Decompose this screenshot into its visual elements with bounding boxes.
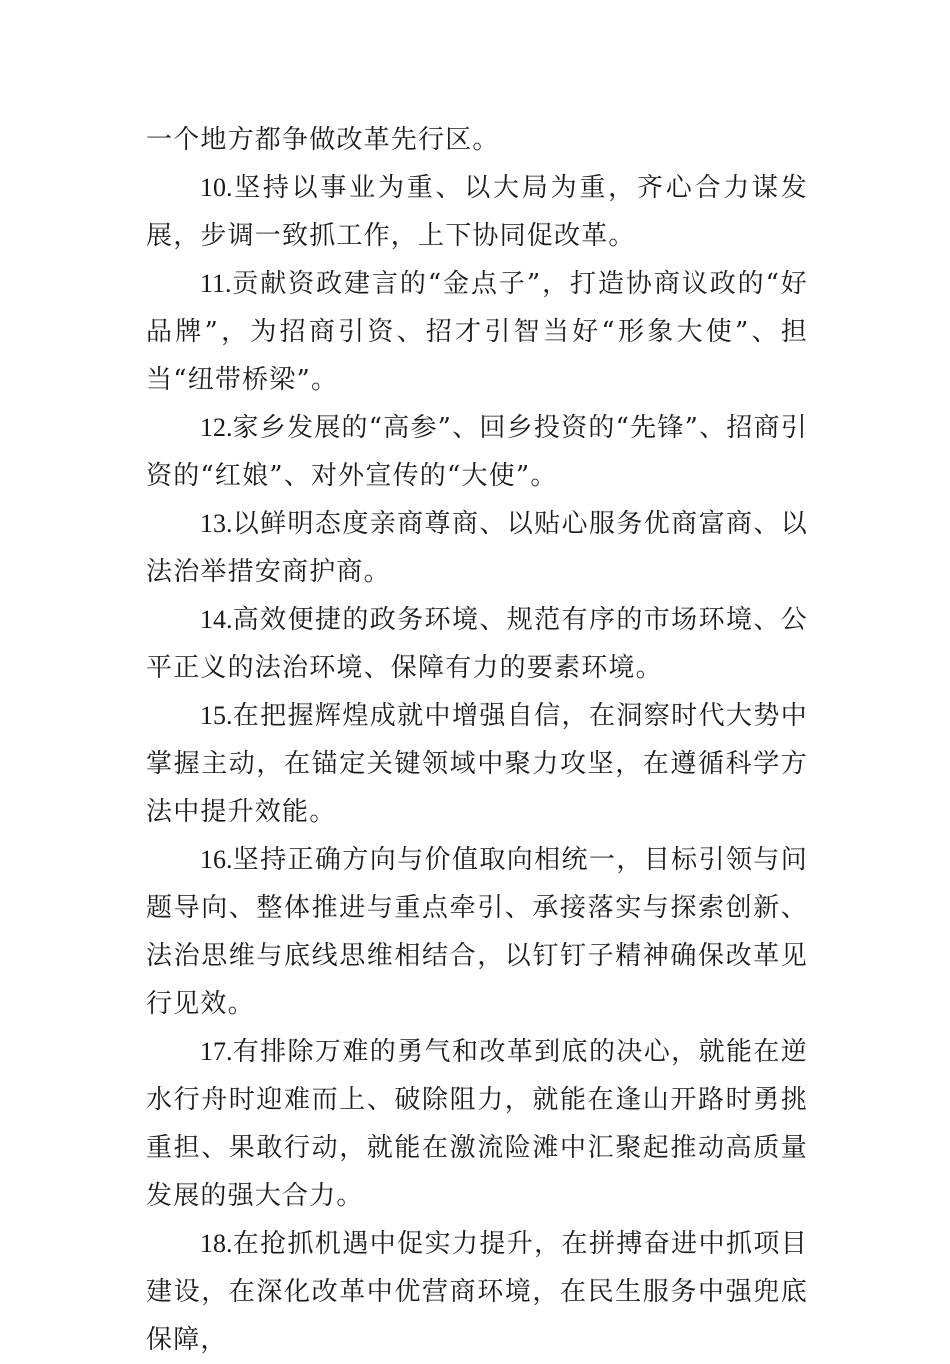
item-text: 有排除万难的勇气和改革到底的决心，就能在逆水行舟时迎难而上、破除阻力，就能在逢山开路时勇挑重担、果敢行动，就能在激流险滩中汇聚起推动高质量发展的强大合力。 [146,1037,808,1211]
document-body [146,116,808,1364]
item-text: 坚持以事业为重、以大局为重，齐心合力谋发展，步调一致抓工作，上下协同促改革。 [146,173,808,251]
list-item-18 [146,1220,808,1364]
item-text: 在抢抓机遇中促实力提升，在拼搏奋进中抓项目建设，在深化改革中优营商环境，在民生服务中强兜底保障， [146,1229,808,1355]
item-number: 18. [200,1229,233,1258]
list-item-14 [146,596,808,692]
item-text: 以鲜明态度亲商尊商、以贴心服务优商富商、以法治举措安商护商。 [146,509,808,587]
item-number: 11. [200,269,232,298]
item-number: 14. [200,605,233,634]
list-item-11 [146,260,808,404]
item-number: 12. [200,413,233,442]
item-number: 16. [200,845,233,874]
list-item-12 [146,404,808,500]
item-number: 15. [200,701,233,730]
continuation-paragraph: 一个地方都争做改革先行区。 [146,125,500,155]
item-text: 高效便捷的政务环境、规范有序的市场环境、公平正义的法治环境、保障有力的要素环境。 [146,605,808,683]
list-item-13 [146,500,808,596]
list-item-16 [146,836,808,1028]
item-text: 贡献资政建言的“金点子”，打造协商议政的“好品牌”，为招商引资、招才引智当好“形象大使”、担当“纽带桥梁”。 [146,269,808,395]
list-item-15 [146,692,808,836]
item-number: 13. [200,509,233,538]
item-text: 坚持正确方向与价值取向相统一，目标引领与问题导向、整体推进与重点牵引、承接落实与探索创新、法治思维与底线思维相结合，以钉钉子精神确保改革见行见效。 [146,845,808,1019]
item-text: 在把握辉煌成就中增强自信，在洞察时代大势中掌握主动，在锚定关键领域中聚力攻坚，在遵循科学方法中提升效能。 [146,701,808,827]
item-number: 17. [200,1037,233,1066]
list-item-10 [146,164,808,260]
item-text: 家乡发展的“高参”、回乡投资的“先锋”、招商引资的“红娘”、对外宣传的“大使”。 [146,413,808,491]
list-item-17 [146,1028,808,1220]
item-number: 10. [200,173,233,202]
